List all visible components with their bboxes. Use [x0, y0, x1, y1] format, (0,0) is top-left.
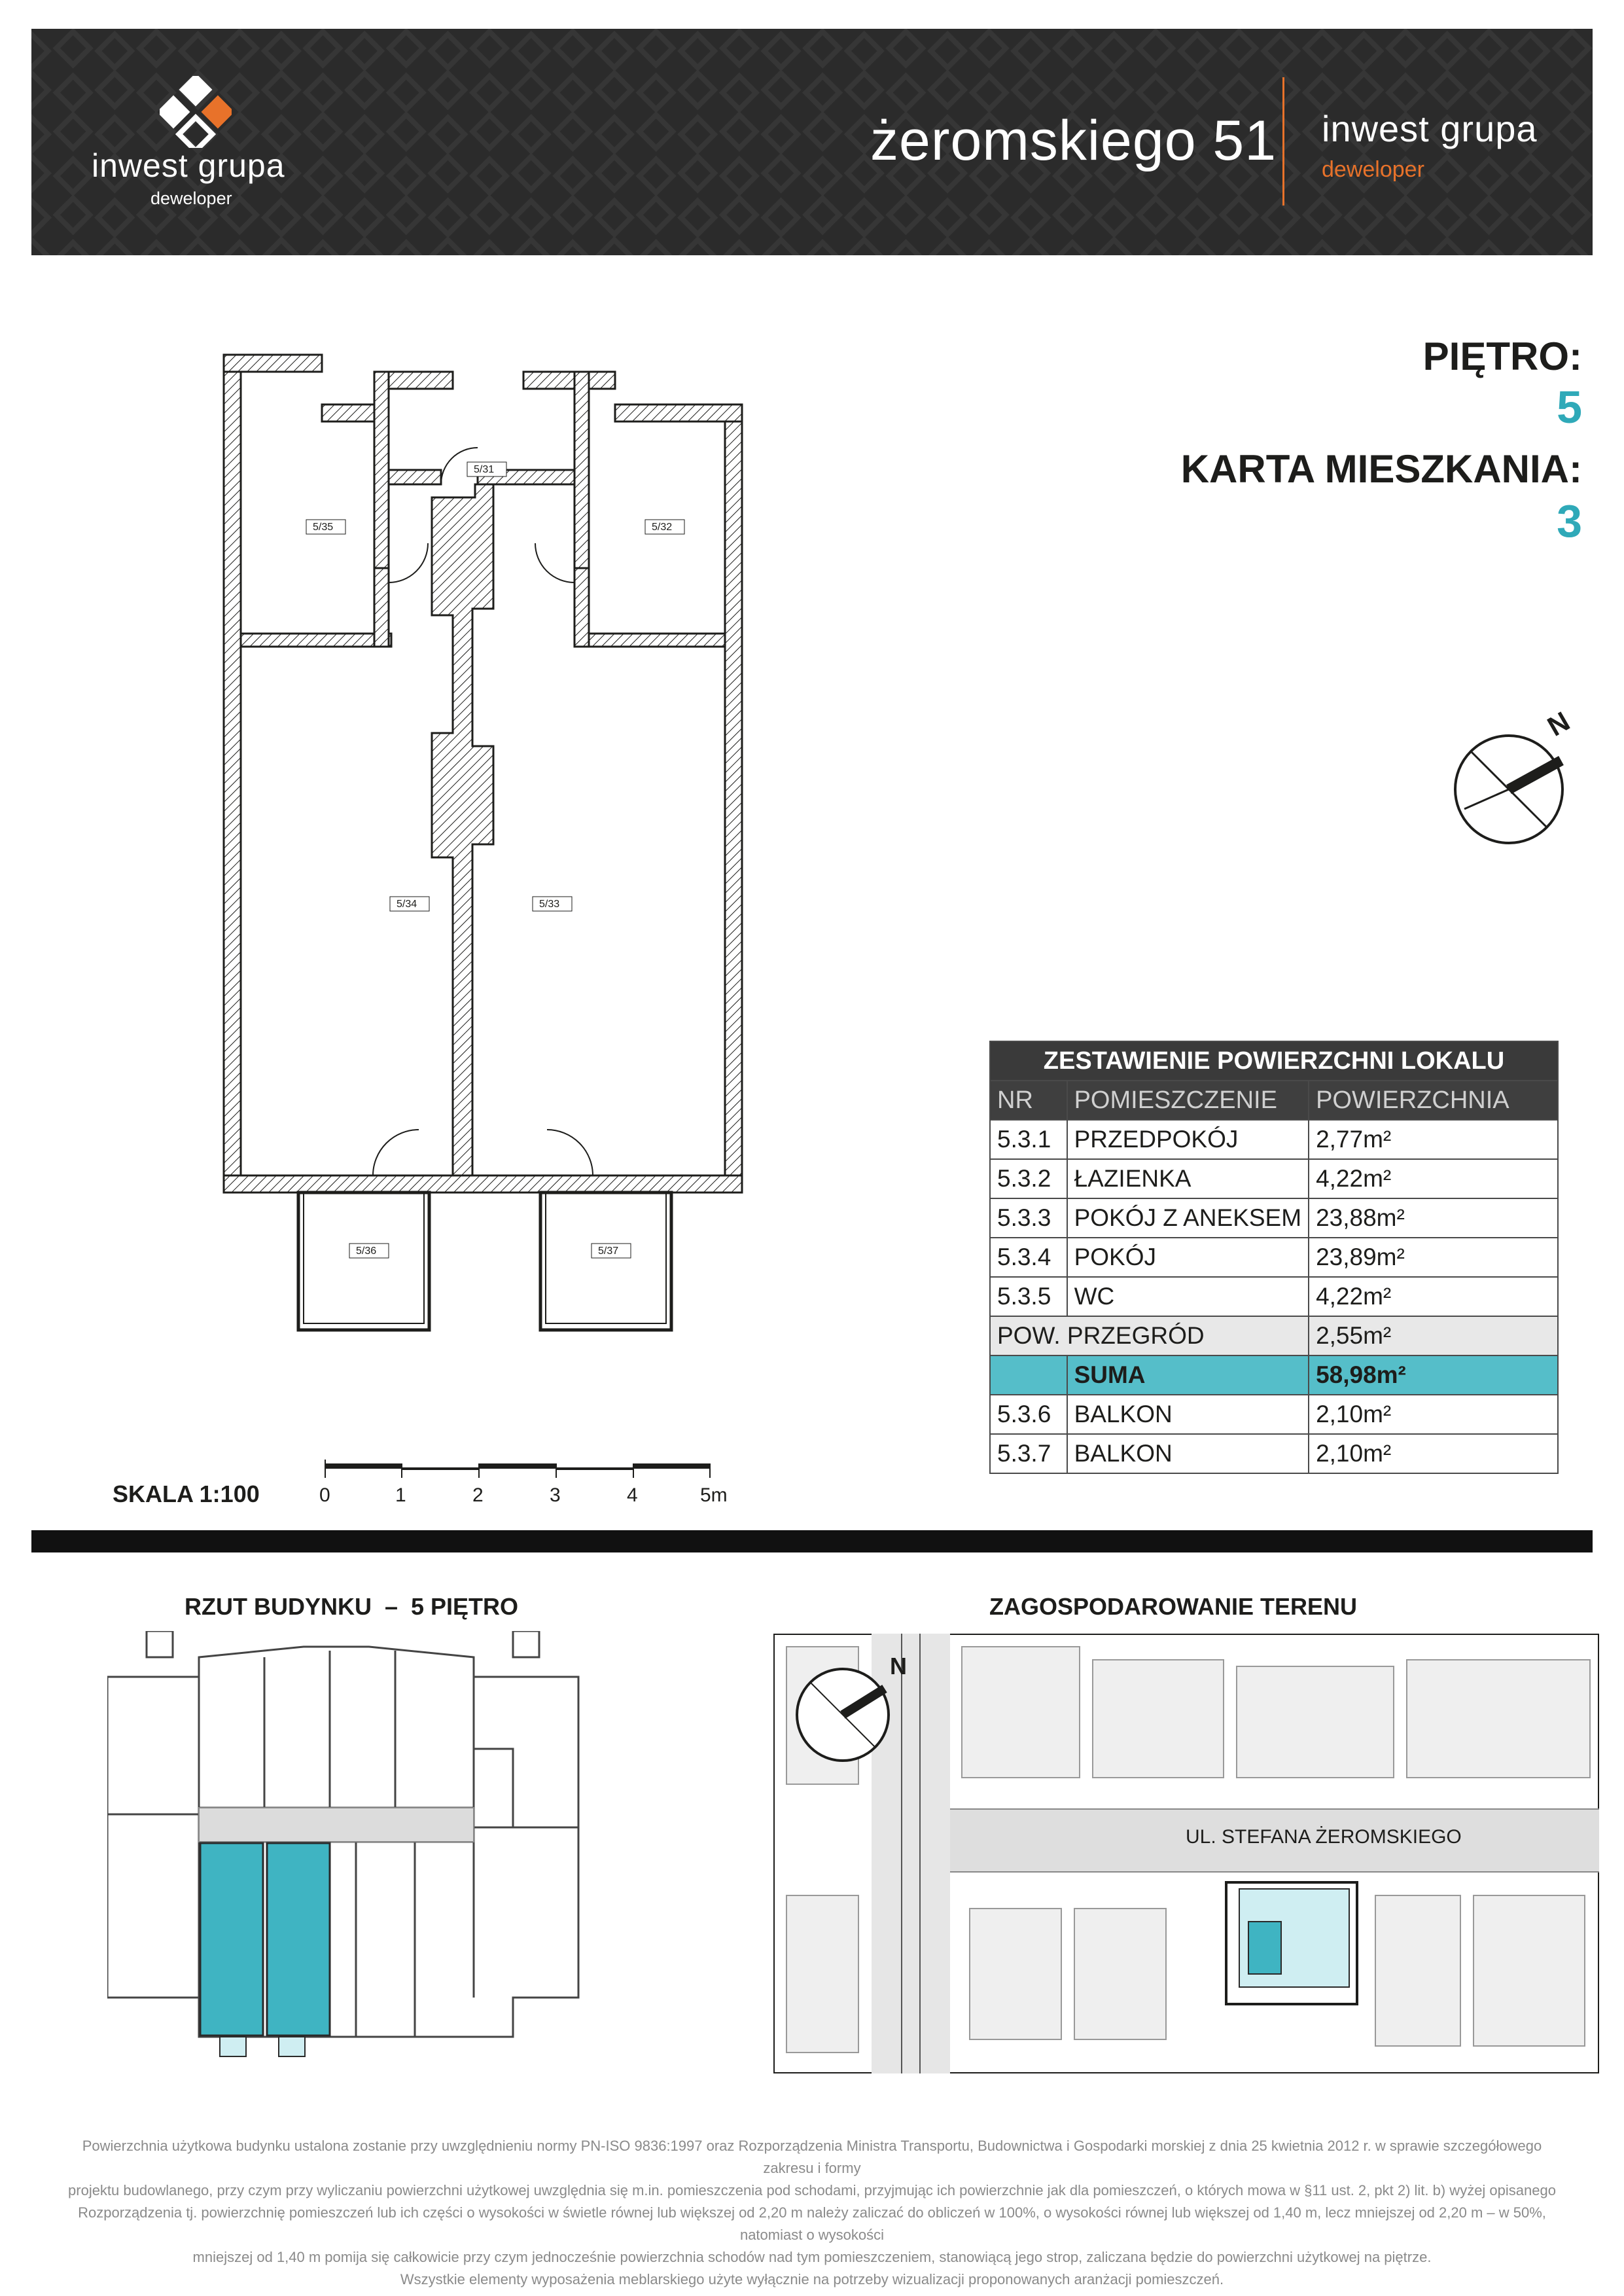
header-banner: [31, 29, 1593, 255]
brand-sub: deweloper: [150, 188, 232, 208]
room-label: 5/34: [397, 899, 417, 910]
row-name: WC: [1067, 1277, 1309, 1316]
sum-area: 58,98m²: [1309, 1355, 1558, 1395]
footer-disclaimer: [65, 2135, 1559, 2291]
partitions-area: 2,55m²: [1309, 1316, 1558, 1355]
row-nr: 5.3.7: [990, 1434, 1067, 1473]
row-nr: 5.3.6: [990, 1395, 1067, 1434]
col-nr: NR: [990, 1081, 1067, 1120]
room-label: 5/37: [598, 1246, 619, 1257]
logo-icon: [160, 76, 232, 148]
table-row: [990, 1159, 1558, 1198]
scale-bar: [325, 1458, 730, 1484]
scale-tick: 3: [550, 1484, 561, 1506]
table-row: [990, 1434, 1558, 1473]
row-nr: 5.3.1: [990, 1120, 1067, 1159]
scale-tick: 0: [319, 1484, 330, 1506]
street-label: UL. STEFANA ŻEROMSKIEGO: [1186, 1826, 1462, 1848]
row-nr: 5.3.2: [990, 1159, 1067, 1198]
row-name: BALKON: [1067, 1434, 1309, 1473]
compass-icon: [1451, 698, 1582, 848]
site-plan-title: ZAGOSPODAROWANIE TERENU: [989, 1593, 1358, 1620]
building-plan-title: RZUT BUDYNKU – 5 PIĘTRO: [185, 1593, 519, 1620]
col-area: POWIERZCHNIA: [1309, 1081, 1558, 1120]
row-area: 2,77m²: [1309, 1120, 1558, 1159]
card-label: KARTA MIESZKANIA:: [1180, 447, 1582, 491]
row-nr: 5.3.4: [990, 1238, 1067, 1277]
room-label: 5/35: [313, 522, 334, 533]
partitions-row: [990, 1316, 1558, 1355]
row-name: PRZEDPOKÓJ: [1067, 1120, 1309, 1159]
row-name: POKÓJ: [1067, 1238, 1309, 1277]
brand-name: inwest grupa: [92, 147, 285, 184]
floor-label: PIĘTRO:: [1422, 334, 1582, 378]
table-row: [990, 1277, 1558, 1316]
table-row: [990, 1395, 1558, 1434]
row-name: ŁAZIENKA: [1067, 1159, 1309, 1198]
table-row: [990, 1120, 1558, 1159]
room-label: 5/33: [539, 899, 560, 910]
room-label: 5/36: [356, 1246, 377, 1257]
project-name: żeromskiego 51: [870, 109, 1277, 172]
row-nr: 5.3.3: [990, 1198, 1067, 1238]
table-header: [990, 1041, 1558, 1081]
row-name: BALKON: [1067, 1395, 1309, 1434]
table-row: [990, 1238, 1558, 1277]
room-label: 5/32: [652, 522, 673, 533]
header-divider: [1282, 77, 1284, 206]
footer-line: projektu budowlanego, przy czym przy wyliczaniu powierzchni użytkowej uwzględnia się m.in. pomieszczenia pod schodami, przyjmując ich powierzchnie jak dla pomieszczeń, o których mowa w §11 ust. 2, pkt 2) lit. b) wyżej opisanego: [68, 2182, 1556, 2198]
row-area: 23,89m²: [1309, 1238, 1558, 1277]
table-title: ZESTAWIENIE POWIERZCHNI LOKALU: [990, 1041, 1558, 1081]
scale-tick: 2: [472, 1484, 484, 1506]
row-name: POKÓJ Z ANEKSEM: [1067, 1198, 1309, 1238]
footer-line: Powierzchnia użytkowa budynku ustalona zostanie przy uwzględnieniu normy PN-ISO 9836:1997 oraz Rozporządzenia Ministra Transportu, Budownictwa i Gospodarki morskiej z dnia 25 kwietnia 2012 r. w sprawie szczegółowego zakresu i formy: [82, 2138, 1542, 2176]
footer-line: mniejszej od 1,40 m pomija się całkowicie przy czym jednocześnie powierzchnia schodów nad tym pomieszczeniem, stanowiącą jego strop, zaliczana będzie do powierzchni użytkowej na piętrze.: [192, 2249, 1432, 2265]
row-area: 4,22m²: [1309, 1277, 1558, 1316]
site-plan-map: [773, 1634, 1599, 2073]
divider-bar: [31, 1530, 1593, 1552]
brand-sub-right: deweloper: [1322, 157, 1424, 182]
scale-tick: 4: [627, 1484, 638, 1506]
row-nr: 5.3.5: [990, 1277, 1067, 1316]
row-area: 4,22m²: [1309, 1159, 1558, 1198]
footer-line: Rozporządzenia tj. powierzchnię pomieszczeń lub ich części o wysokości w świetle równej lub większej od 2,20 m należy zaliczać do obliczeń w 100%, o wysokości równej lub większej od 1,40 m, lecz mniejszej od 2,20 m – w 50%, natomiast o wysokości: [78, 2204, 1546, 2243]
table-column-header: [990, 1081, 1558, 1120]
row-area: 2,10m²: [1309, 1395, 1558, 1434]
row-area: 23,88m²: [1309, 1198, 1558, 1238]
room-label: 5/31: [474, 464, 495, 475]
scale-tick: 1: [395, 1484, 406, 1506]
scale-label: SKALA 1:100: [113, 1480, 260, 1507]
scale-tick: 5m: [700, 1484, 728, 1506]
brand-name-right: inwest grupa: [1322, 108, 1538, 149]
area-table: [989, 1041, 1559, 1474]
partitions-label: POW. PRZEGRÓD: [990, 1316, 1309, 1355]
footer-line: Wszystkie elementy wyposażenia meblarskiego użyte wyłącznie na potrzeby wizualizacji proponowanych aranżacji pomieszczeń.: [400, 2271, 1224, 2287]
svg-text:N: N: [1542, 705, 1575, 742]
floor-value: 5: [1557, 382, 1582, 433]
building-plan: [107, 1631, 618, 2076]
card-value: 3: [1557, 495, 1582, 547]
sum-label: SUMA: [1067, 1355, 1309, 1395]
table-row: [990, 1198, 1558, 1238]
col-room: POMIESZCZENIE: [1067, 1081, 1309, 1120]
sum-row: [990, 1355, 1558, 1395]
row-area: 2,10m²: [1309, 1434, 1558, 1473]
floor-plan: [216, 347, 779, 1381]
north-label: N: [890, 1653, 907, 1679]
